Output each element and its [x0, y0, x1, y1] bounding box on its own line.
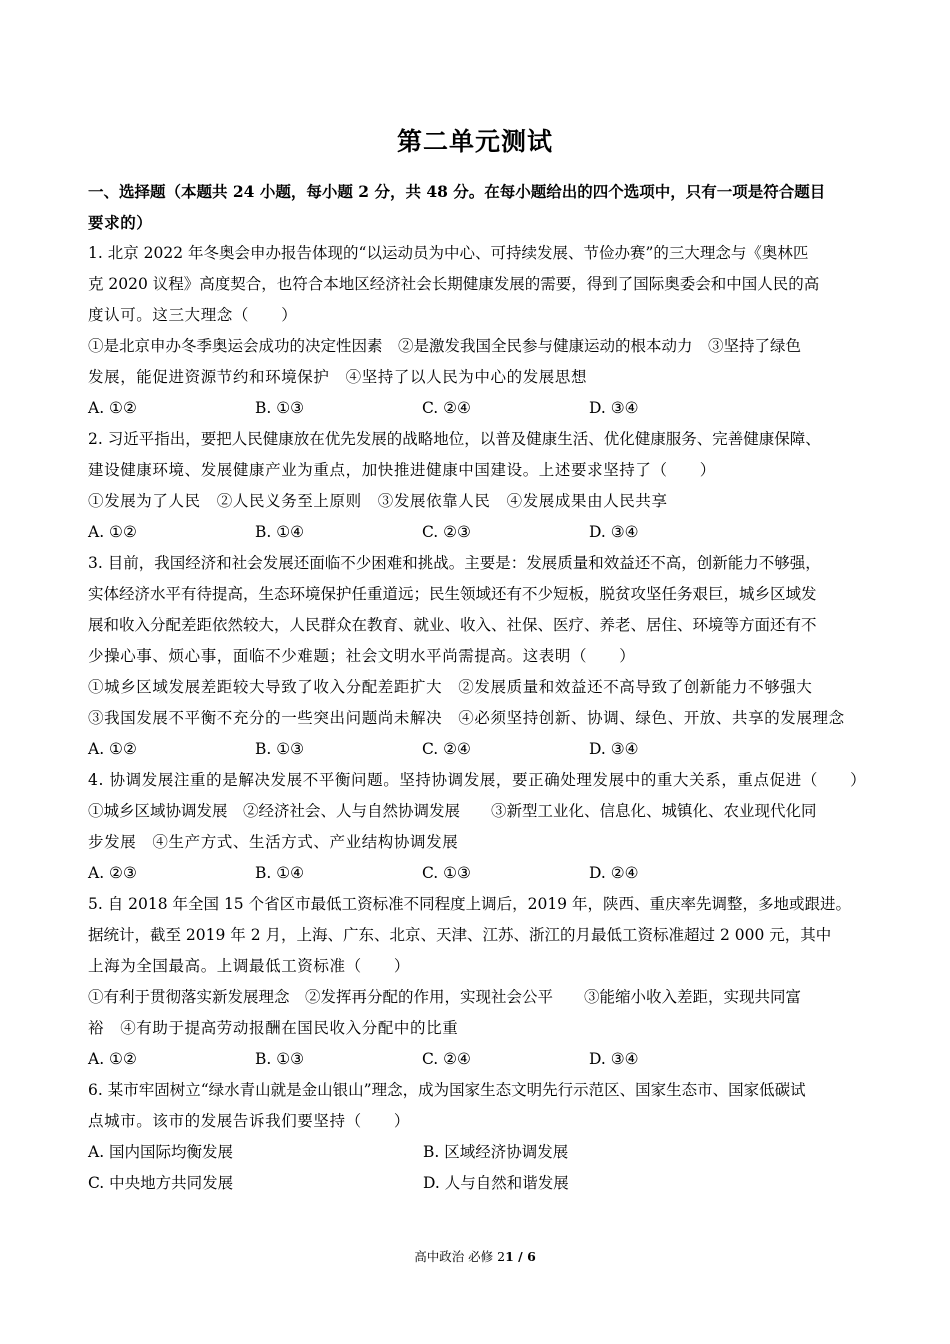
page-number: 1 / 6 — [505, 1249, 536, 1264]
question-stem-line: 4. 协调发展注重的是解决发展不平衡问题。坚持协调发展，要正确处理发展中的重大关系，重点促进（ ） — [88, 771, 866, 789]
option-b: B. ①③ — [255, 740, 305, 758]
question-1 — [88, 238, 866, 424]
question-stem-line: 克 2020 议程》高度契合，也符合本地区经济社会长期健康发展的需要，得到了国际奥委会和中国人民的高 — [88, 275, 820, 293]
statement-line: 发展，能促进资源节约和环境保护 ④坚持了以人民为中心的发展思想 — [88, 368, 588, 386]
question-3 — [88, 548, 866, 765]
option-c: C. ②④ — [422, 1050, 471, 1068]
statement-line: ①是北京申办冬季奥运会成功的决定性因素 ②是激发我国全民参与健康运动的根本动力 ③坚持了绿色 — [88, 337, 802, 355]
question-stem-line: 少操心事、烦心事，面临不少难题；社会文明水平尚需提高。这表明（ ） — [88, 647, 636, 665]
option-d: D. 人与自然和谐发展 — [423, 1174, 569, 1192]
question-stem-line: 点城市。该市的发展告诉我们要坚持（ ） — [88, 1112, 411, 1130]
question-stem-line: 5. 自 2018 年全国 15 个省区市最低工资标准不同程度上调后，2019 年，陕西、重庆率先调整，多地或跟进。 — [88, 895, 851, 913]
answer-options — [88, 1044, 866, 1075]
option-a: A. ①② — [88, 740, 137, 758]
question-6 — [88, 1075, 866, 1199]
statement-line: ①发展为了人民 ②人民义务至上原则 ③发展依靠人民 ④发展成果由人民共享 — [88, 492, 668, 510]
question-stem-line: 3. 目前，我国经济和社会发展还面临不少困难和挑战。主要是：发展质量和效益还不高，创新能力不够强， — [88, 554, 821, 572]
option-a: A. 国内国际均衡发展 — [88, 1143, 234, 1161]
option-b: B. ①③ — [255, 1050, 305, 1068]
option-d: D. ③④ — [589, 740, 639, 758]
statement-line: ③我国发展不平衡不充分的一些突出问题尚未解决 ④必须坚持创新、协调、绿色、开放、共享的发展理念 — [88, 709, 845, 727]
page-footer — [0, 1247, 950, 1265]
option-a: A. ①② — [88, 1050, 137, 1068]
option-c: C. ②④ — [422, 740, 471, 758]
option-d: D. ③④ — [589, 1050, 639, 1068]
option-a: A. ①② — [88, 399, 137, 417]
page-title: 第二单元测试 — [396, 127, 553, 156]
answer-options — [88, 393, 866, 424]
answer-options — [88, 1137, 866, 1168]
answer-options — [88, 734, 866, 765]
question-stem-line: 6. 某市牢固树立“绿水青山就是金山银山”理念，成为国家生态文明先行示范区、国家生态市、国家低碳试 — [88, 1081, 806, 1099]
option-c: C. ②③ — [422, 523, 471, 541]
section-header: 一、选择题（本题共 24 小题，每小题 2 分，共 48 分。在每小题给出的四个选项中，只有一项是符合题目 — [88, 182, 826, 201]
option-d: D. ③④ — [589, 399, 639, 417]
question-stem-line: 展和收入分配差距依然较大，人民群众在教育、就业、收入、社保、医疗、养老、居住、环境等方面还有不 — [88, 616, 817, 634]
question-5 — [88, 889, 866, 1075]
statement-line: ①城乡区域发展差距较大导致了收入分配差距扩大 ②发展质量和效益还不高导致了创新能力不够强大 — [88, 678, 813, 696]
option-a: A. ②③ — [88, 864, 137, 882]
question-stem-line: 据统计，截至 2019 年 2 月，上海、广东、北京、天津、江苏、浙江的月最低工资标准超过 2 000 元，其中 — [88, 926, 832, 944]
option-b: B. ①③ — [255, 399, 305, 417]
option-b: B. ①④ — [255, 864, 305, 882]
option-a: A. ①② — [88, 523, 137, 541]
statement-line: ①城乡区域协调发展 ②经济社会、人与自然协调发展 ③新型工业化、信息化、城镇化、农业现代化同 — [88, 802, 817, 820]
statement-line: ①有利于贯彻落实新发展理念 ②发挥再分配的作用，实现社会公平 ③能缩小收入差距，实现共同富 — [88, 988, 802, 1006]
question-stem-line: 度认可。这三大理念（ ） — [88, 306, 298, 324]
question-stem-line: 建设健康环境、发展健康产业为重点，加快推进健康中国建设。上述要求坚持了（ ） — [88, 461, 716, 479]
section-header-cont: 要求的） — [88, 213, 153, 232]
option-c: C. ①③ — [422, 864, 471, 882]
answer-options — [88, 858, 866, 889]
option-c: C. 中央地方共同发展 — [88, 1174, 234, 1192]
option-b: B. ①④ — [255, 523, 305, 541]
statement-line: 步发展 ④生产方式、生活方式、产业结构协调发展 — [88, 833, 459, 851]
answer-options — [88, 517, 866, 548]
exam-content — [88, 176, 866, 1199]
answer-options — [88, 1168, 866, 1199]
option-d: D. ③④ — [589, 523, 639, 541]
question-2 — [88, 424, 866, 548]
question-stem-line: 实体经济水平有待提高，生态环境保护任重道远；民生领域还有不少短板，脱贫攻坚任务艰巨，城乡区域发 — [88, 585, 817, 603]
option-c: C. ②④ — [422, 399, 471, 417]
footer-text: 高中政治 必修 2 — [414, 1249, 506, 1264]
question-stem-line: 2. 习近平指出，要把人民健康放在优先发展的战略地位，以普及健康生活、优化健康服务、完善健康保障、 — [88, 430, 821, 448]
question-stem-line: 上海为全国最高。上调最低工资标准（ ） — [88, 957, 411, 975]
option-d: D. ②④ — [589, 864, 639, 882]
option-b: B. 区域经济协调发展 — [423, 1143, 569, 1161]
question-4 — [88, 765, 866, 889]
question-stem-line: 1. 北京 2022 年冬奥会申办报告体现的“以运动员为中心、可持续发展、节俭办赛”的三大理念与《奥林匹 — [88, 244, 809, 262]
statement-line: 裕 ④有助于提高劳动报酬在国民收入分配中的比重 — [88, 1019, 459, 1037]
